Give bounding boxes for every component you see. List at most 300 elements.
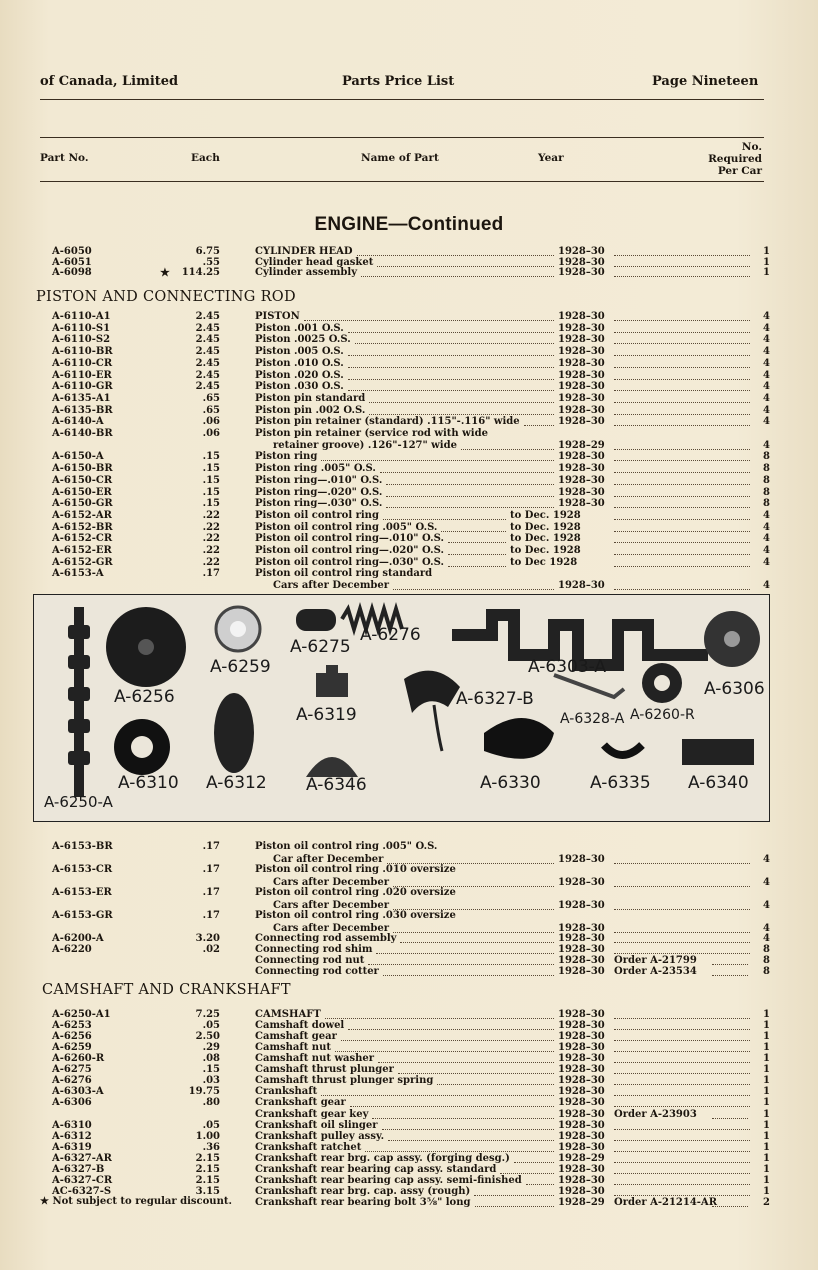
leader-dots [712, 1118, 748, 1119]
part-name: Piston pin .002 O.S. [255, 405, 366, 416]
table-row [0, 358, 818, 370]
year: 1928–30 [558, 923, 605, 934]
price: .17 [202, 864, 220, 875]
price: .29 [202, 1042, 220, 1053]
quantity-required: 4 [763, 323, 770, 334]
column-rule-bottom [40, 181, 764, 182]
part-name: CYLINDER HEAD [255, 246, 353, 257]
leader-dots [614, 343, 750, 344]
photo-label: A-6303-A [528, 657, 607, 677]
parts-photo [33, 594, 770, 822]
part-number: A-6327-B [52, 1164, 105, 1175]
year: 1928–30 [558, 257, 605, 268]
part-name: Piston oil control ring .010 oversize [255, 864, 456, 875]
subheading-piston: PISTON AND CONNECTING ROD [36, 289, 296, 305]
part-number: A-6153-GR [52, 910, 113, 921]
part-number: A-6303-A [52, 1086, 104, 1097]
part-number: A-6150-ER [52, 487, 112, 498]
part-number: A-6135-BR [52, 405, 113, 416]
quantity-required: 8 [763, 487, 770, 498]
subheading-camshaft: CAMSHAFT AND CRANKSHAFT [42, 982, 291, 998]
leader-dots [448, 554, 506, 555]
leader-dots [382, 1129, 554, 1130]
part-number: A-6098 [52, 267, 92, 278]
leader-dots [614, 1184, 750, 1185]
price: .55 [202, 257, 220, 268]
quantity-required: 4 [763, 346, 770, 357]
leader-dots [393, 589, 554, 590]
leader-dots [376, 953, 554, 954]
year: 1928–30 [558, 1086, 605, 1097]
leader-dots [383, 519, 506, 520]
price: .22 [202, 510, 220, 521]
quantity-required: 4 [763, 923, 770, 934]
table-row [0, 545, 818, 557]
leader-dots [348, 332, 554, 333]
quantity-required: 1 [763, 1131, 770, 1142]
price: .22 [202, 557, 220, 568]
leader-dots [526, 1184, 554, 1185]
photo-label: A-6250-A [44, 793, 113, 811]
price: .17 [202, 568, 220, 579]
col-no-required: No. Required Per Car [708, 141, 762, 177]
table-row [0, 910, 818, 922]
year: 1928–30 [558, 323, 605, 334]
part-number: A-6150-CR [52, 475, 113, 486]
leader-dots [614, 953, 750, 954]
quantity-required: 4 [763, 370, 770, 381]
order-reference: Order A-23534 [614, 966, 697, 977]
year: 1928–30 [558, 933, 605, 944]
year: 1928–30 [558, 1097, 605, 1108]
price: .03 [202, 1075, 220, 1086]
part-name: Camshaft thrust plunger spring [255, 1075, 434, 1086]
table-row [0, 267, 818, 279]
photo-label: A-6256 [114, 687, 175, 707]
year: 1928–30 [558, 381, 605, 392]
leader-dots [614, 1040, 750, 1041]
footnote: ★ Not subject to regular discount. [40, 1196, 232, 1207]
leader-dots [614, 425, 750, 426]
year: 1928–30 [558, 334, 605, 345]
quantity-required: 1 [763, 1186, 770, 1197]
part-number: A-6253 [52, 1020, 92, 1031]
year: 1928–30 [558, 1075, 605, 1086]
leader-dots [614, 507, 750, 508]
price: .65 [202, 405, 220, 416]
year: 1928–30 [558, 1053, 605, 1064]
leader-dots [614, 355, 750, 356]
part-name: Crankshaft pulley assy. [255, 1131, 385, 1142]
price: .15 [202, 451, 220, 462]
part-number: A-6110-GR [52, 381, 113, 392]
part-number: A-6110-BR [52, 346, 113, 357]
header-rule [40, 99, 764, 100]
part-number: A-6110-A1 [52, 311, 111, 322]
leader-dots [475, 1206, 554, 1207]
part-name: Crankshaft [255, 1086, 318, 1097]
part-number: A-6150-A [52, 451, 104, 462]
part-number: A-6150-BR [52, 463, 113, 474]
price: .36 [202, 1142, 220, 1153]
quantity-required: 4 [763, 393, 770, 404]
leader-dots [500, 1173, 554, 1174]
quantity-required: 8 [763, 463, 770, 474]
part-name: Crankshaft gear [255, 1097, 346, 1108]
price: .17 [202, 910, 220, 921]
leader-dots [461, 449, 554, 450]
order-reference: Order A-23903 [614, 1109, 697, 1120]
col-year: Year [538, 152, 564, 164]
year: 1928–30 [558, 1142, 605, 1153]
part-name: Camshaft nut washer [255, 1053, 375, 1064]
part-name: Crankshaft rear brg. cap assy. (forging desg.) [255, 1153, 510, 1164]
part-name: Piston .030 O.S. [255, 381, 344, 392]
part-name: Camshaft thrust plunger [255, 1064, 394, 1075]
quantity-required: 4 [763, 933, 770, 944]
leader-dots [614, 942, 750, 943]
price: .65 [202, 393, 220, 404]
leader-dots [614, 589, 750, 590]
quantity-required: 8 [763, 451, 770, 462]
price: 6.75 [195, 246, 220, 257]
year: 1928–30 [558, 1020, 605, 1031]
part-name: Piston ring—.030" O.S. [255, 498, 383, 509]
part-name: Car after December [273, 854, 384, 865]
leader-dots [712, 964, 748, 965]
year: to Dec. 1928 [510, 545, 581, 556]
year: 1928–30 [558, 966, 605, 977]
leader-dots [368, 964, 554, 965]
leader-dots [514, 1162, 554, 1163]
part-name: Connecting rod cotter [255, 966, 379, 977]
part-name: Piston oil control ring standard [255, 568, 433, 579]
part-number: A-6153-BR [52, 841, 113, 852]
table-row [0, 451, 818, 463]
year: 1928–30 [558, 1131, 605, 1142]
part-name: Piston .010 O.S. [255, 358, 344, 369]
year: 1928–29 [558, 1197, 605, 1208]
part-name: Crankshaft ratchet [255, 1142, 362, 1153]
leader-dots [388, 1140, 554, 1141]
part-number: A-6260-R [52, 1053, 105, 1064]
quantity-required: 1 [763, 1064, 770, 1075]
part-name: Piston oil control ring—.030" O.S. [255, 557, 444, 568]
quantity-required: 4 [763, 358, 770, 369]
year: 1928–30 [558, 1031, 605, 1042]
leader-dots [355, 343, 554, 344]
quantity-required: 4 [763, 900, 770, 911]
leader-dots [614, 390, 750, 391]
year: 1928–30 [558, 416, 605, 427]
part-name: Crankshaft rear bearing bolt 3⅝" long [255, 1197, 471, 1208]
part-number: A-6310 [52, 1120, 92, 1131]
leader-dots [357, 255, 554, 256]
leader-dots [614, 276, 750, 277]
leader-dots [614, 414, 750, 415]
year: 1928–30 [558, 1064, 605, 1075]
year: 1928–30 [558, 1175, 605, 1186]
part-name: Piston ring—.020" O.S. [255, 487, 383, 498]
year: 1928–30 [558, 267, 605, 278]
quantity-required: 1 [763, 1097, 770, 1108]
part-name: Crankshaft gear key [255, 1109, 369, 1120]
table-row [0, 568, 818, 580]
price: .15 [202, 1064, 220, 1075]
price: 2.15 [195, 1175, 220, 1186]
leader-dots [614, 1029, 750, 1030]
quantity-required: 1 [763, 1120, 770, 1131]
price: 2.45 [195, 358, 220, 369]
leader-dots [448, 566, 506, 567]
part-name: Camshaft gear [255, 1031, 337, 1042]
price: .80 [202, 1097, 220, 1108]
part-name: Piston oil control ring .030 oversize [255, 910, 456, 921]
leader-dots [614, 566, 750, 567]
table-row [0, 311, 818, 323]
quantity-required: 4 [763, 877, 770, 888]
part-number: A-6140-BR [52, 428, 113, 439]
leader-dots [383, 975, 554, 976]
table-row [0, 498, 818, 510]
part-name: Piston oil control ring [255, 510, 379, 521]
photo-label: A-6310 [118, 773, 179, 793]
part-number: A-6152-ER [52, 545, 112, 556]
photo-label: A-6275 [290, 637, 351, 657]
price: .22 [202, 522, 220, 533]
leader-dots [614, 542, 750, 543]
year: 1928–30 [558, 955, 605, 966]
table-row [0, 510, 818, 522]
year: 1928–29 [558, 440, 605, 451]
leader-dots [614, 1173, 750, 1174]
quantity-required: 1 [763, 257, 770, 268]
price: 114.25 [181, 267, 220, 278]
part-name: Piston ring .005" O.S. [255, 463, 376, 474]
photo-label: A-6306 [704, 679, 765, 699]
quantity-required: 4 [763, 405, 770, 416]
part-number: A-6275 [52, 1064, 92, 1075]
quantity-required: 8 [763, 498, 770, 509]
table-row [0, 334, 818, 346]
leader-dots [369, 414, 554, 415]
price: 2.45 [195, 381, 220, 392]
part-number: A-6110-S2 [52, 334, 111, 345]
leader-dots [348, 1029, 554, 1030]
part-name: Camshaft nut [255, 1042, 331, 1053]
year: 1928–30 [558, 1186, 605, 1197]
part-name: Piston oil control ring .020 oversize [255, 887, 456, 898]
leader-dots [614, 367, 750, 368]
order-reference: Order A-21799 [614, 955, 697, 966]
price: .15 [202, 487, 220, 498]
part-name: Piston .0025 O.S. [255, 334, 351, 345]
leader-dots [386, 507, 554, 508]
part-name: Crankshaft rear bearing cap assy. standard [255, 1164, 497, 1175]
part-name: Piston oil control ring—.020" O.S. [255, 545, 444, 556]
table-row [0, 864, 818, 876]
leader-dots [614, 1140, 750, 1141]
part-name: Crankshaft rear brg. cap. assy (rough) [255, 1186, 471, 1197]
year: 1928–30 [558, 358, 605, 369]
table-row [0, 1097, 818, 1109]
leader-dots [380, 472, 554, 473]
header-title: Parts Price List [342, 74, 455, 89]
part-number: A-6306 [52, 1097, 92, 1108]
quantity-required: 4 [763, 334, 770, 345]
year: 1928–30 [558, 1164, 605, 1175]
leader-dots [437, 1084, 554, 1085]
part-number: A-6327-AR [52, 1153, 112, 1164]
photo-label: A-6276 [360, 625, 421, 645]
price: .17 [202, 887, 220, 898]
leader-dots [614, 1095, 750, 1096]
leader-dots [614, 554, 750, 555]
price: 2.15 [195, 1164, 220, 1175]
leader-dots [372, 1118, 554, 1119]
table-row [0, 475, 818, 487]
part-number: A-6152-BR [52, 522, 113, 533]
leader-dots [614, 472, 750, 473]
year: 1928–30 [558, 246, 605, 257]
leader-dots [712, 1206, 748, 1207]
price: 2.45 [195, 311, 220, 322]
non-discount-star-icon: ★ [160, 266, 170, 279]
table-row [0, 841, 818, 853]
year: 1928–30 [558, 475, 605, 486]
quantity-required: 1 [763, 1175, 770, 1186]
part-name: Piston ring [255, 451, 318, 462]
year: 1928–30 [558, 311, 605, 322]
table-row [0, 887, 818, 899]
price: .06 [202, 428, 220, 439]
table-row [0, 463, 818, 475]
leader-dots [365, 1151, 554, 1152]
price: .22 [202, 533, 220, 544]
year: to Dec. 1928 [510, 522, 581, 533]
quantity-required: 4 [763, 510, 770, 521]
part-name: Piston oil control ring—.010" O.S. [255, 533, 444, 544]
quantity-required: 1 [763, 246, 770, 257]
part-name: Cylinder assembly [255, 267, 358, 278]
photo-label: A-6327-B [456, 689, 534, 709]
part-number: A-6110-S1 [52, 323, 111, 334]
leader-dots [348, 390, 554, 391]
year: 1928–30 [558, 877, 605, 888]
photo-label: A-6319 [296, 705, 357, 725]
price: 2.15 [195, 1153, 220, 1164]
quantity-required: 1 [763, 1031, 770, 1042]
photo-label: A-6328-A [560, 711, 625, 727]
quantity-required: 4 [763, 522, 770, 533]
leader-dots [325, 1018, 554, 1019]
year: 1928–30 [558, 900, 605, 911]
leader-dots [398, 1073, 554, 1074]
part-name: Crankshaft rear bearing cap assy. semi-finished [255, 1175, 522, 1186]
table-row [0, 428, 818, 440]
quantity-required: 4 [763, 854, 770, 865]
price: .02 [202, 944, 220, 955]
section-title: ENGINE—Continued [314, 214, 504, 235]
quantity-required: 1 [763, 1086, 770, 1097]
price: 2.45 [195, 370, 220, 381]
year: 1928–30 [558, 393, 605, 404]
year: 1928–30 [558, 1009, 605, 1020]
quantity-required: 4 [763, 533, 770, 544]
leader-dots [614, 460, 750, 461]
part-number: A-6150-GR [52, 498, 113, 509]
quantity-required: 8 [763, 944, 770, 955]
price: .05 [202, 1120, 220, 1131]
table-row [0, 966, 818, 978]
part-name: Camshaft dowel [255, 1020, 345, 1031]
year: to Dec. 1928 [510, 533, 581, 544]
camshaft-image [68, 607, 90, 797]
leader-dots [614, 320, 750, 321]
part-name: Piston pin standard [255, 393, 366, 404]
photo-label: A-6335 [590, 773, 651, 793]
part-number: A-6256 [52, 1031, 92, 1042]
quantity-required: 1 [763, 267, 770, 278]
leader-dots [614, 1062, 750, 1063]
price: .08 [202, 1053, 220, 1064]
price: 3.20 [195, 933, 220, 944]
part-name: CAMSHAFT [255, 1009, 321, 1020]
part-number: A-6250-A1 [52, 1009, 111, 1020]
leader-dots [441, 531, 506, 532]
price: .15 [202, 498, 220, 509]
year: to Dec. 1928 [510, 510, 581, 521]
leader-dots [614, 1051, 750, 1052]
quantity-required: 1 [763, 1075, 770, 1086]
leader-dots [614, 519, 750, 520]
year: 1928–30 [558, 463, 605, 474]
leader-dots [348, 355, 554, 356]
part-name: Piston .001 O.S. [255, 323, 344, 334]
part-name: retainer groove) .126"-127" wide [273, 440, 457, 451]
leader-dots [348, 367, 554, 368]
part-name: Piston oil control ring .005" O.S. [255, 841, 438, 852]
year: 1928–30 [558, 580, 605, 591]
leader-dots [614, 332, 750, 333]
leader-dots [712, 975, 748, 976]
leader-dots [614, 1106, 750, 1107]
price: 3.15 [195, 1186, 220, 1197]
price: 2.45 [195, 346, 220, 357]
column-rule-top [40, 137, 764, 138]
col-each: Each [191, 152, 220, 164]
quantity-required: 4 [763, 416, 770, 427]
price: .05 [202, 1020, 220, 1031]
leader-dots [614, 379, 750, 380]
leader-dots [614, 1084, 750, 1085]
leader-dots [614, 496, 750, 497]
table-row [0, 533, 818, 545]
leader-dots [361, 276, 554, 277]
leader-dots [614, 255, 750, 256]
part-number: AC-6327-S [52, 1186, 112, 1197]
leader-dots [341, 1040, 554, 1041]
year: 1928–30 [558, 370, 605, 381]
price: 2.45 [195, 334, 220, 345]
part-number: A-6140-A [52, 416, 104, 427]
table-row [0, 580, 818, 592]
part-number: A-6051 [52, 257, 92, 268]
year: 1928–30 [558, 487, 605, 498]
year: 1928–30 [558, 944, 605, 955]
part-name: Piston .005 O.S. [255, 346, 344, 357]
table-row [0, 346, 818, 358]
